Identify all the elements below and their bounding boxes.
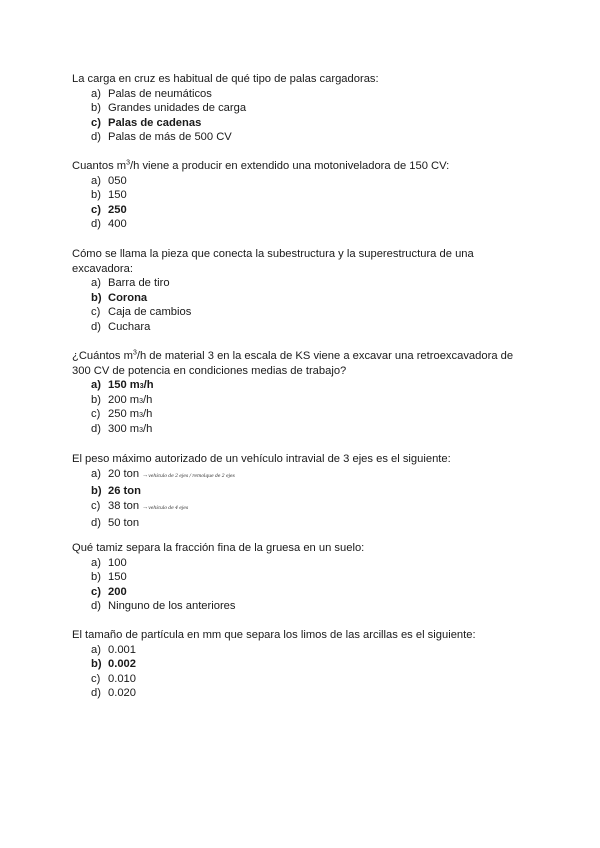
option-letter: d) [91, 517, 101, 530]
question-6 [72, 541, 532, 614]
option-text: 150 m [108, 379, 140, 392]
option-letter: a) [91, 379, 101, 392]
option-text: 0.001 [108, 643, 136, 656]
option-letter: b) [91, 291, 102, 304]
option-letter: c) [91, 499, 101, 512]
option-letter: c) [91, 408, 101, 421]
option-letter: a) [91, 277, 101, 290]
option-text: Cuchara [108, 320, 151, 333]
option-c [91, 305, 532, 320]
question-stem: La carga en cruz es habitual de qué tipo de palas cargadoras: [72, 73, 379, 85]
option-text: 0.010 [108, 672, 136, 685]
question-2 [72, 159, 532, 232]
option-letter: b) [91, 571, 101, 584]
question-7 [72, 628, 532, 701]
option-text: 250 [108, 203, 127, 216]
option-letter: d) [91, 131, 101, 144]
option-text: Palas de más de 500 CV [108, 131, 232, 144]
option-text: Corona [108, 291, 148, 304]
option-letter: c) [91, 585, 101, 598]
option-letter: c) [91, 116, 101, 129]
option-text: Grandes unidades de carga [108, 102, 247, 115]
option-text: 150 [108, 571, 127, 584]
option-list [72, 467, 532, 531]
stem-superscript: 3 [126, 159, 131, 167]
option-list [72, 378, 532, 436]
option-letter: a) [91, 643, 101, 656]
question-stem: Qué tamiz separa la fracción fina de la gruesa en un suelo: [72, 542, 365, 554]
handwritten-note: → vehículo de 4 ejes [143, 505, 189, 511]
option-d [91, 599, 532, 614]
option-letter: b) [91, 393, 101, 406]
option-text: /h [143, 393, 153, 406]
option-letter: b) [91, 102, 101, 115]
option-d [91, 320, 532, 335]
option-text: /h [143, 408, 153, 421]
stem-text: Cuantos m [72, 160, 127, 172]
option-c [91, 672, 532, 687]
question-4 [72, 349, 532, 437]
option-text: Barra de tiro [108, 277, 170, 290]
question-stem: El peso máximo autorizado de un vehículo intravial de 3 ejes es el siguiente: [72, 453, 451, 465]
option-list [72, 87, 532, 145]
option-a [91, 87, 532, 102]
option-a [91, 643, 532, 658]
option-b [91, 101, 532, 116]
question-stem: El tamaño de partícula en mm que separa los limos de las arcillas es el siguiente: [72, 629, 476, 641]
option-text: 0.020 [108, 687, 136, 700]
option-text: 200 [108, 585, 127, 598]
option-letter: a) [91, 174, 101, 187]
option-list [72, 556, 532, 614]
option-c: c) 250 m 3 /h [91, 408, 153, 421]
question-stem: Cómo se llama la pieza que conecta la subestructura y la superestructura de una excavadora: [72, 248, 474, 275]
option-text: 200 m [108, 393, 140, 406]
option-letter: c) [91, 203, 101, 216]
option-b-correct [91, 291, 532, 306]
option-letter: d) [91, 218, 101, 231]
option-letter: a) [91, 556, 101, 569]
option-letter: d) [91, 320, 101, 333]
option-a [91, 556, 532, 571]
question-1 [72, 72, 532, 145]
option-c-correct [91, 585, 532, 600]
option-letter: d) [91, 600, 101, 613]
stem-text: /h de material 3 en la escala de KS viene a excavar una retroexcavadora de 300 CV de potencia en condiciones medias de trabajo? [72, 350, 514, 377]
question-stem [72, 159, 532, 174]
option-a [91, 467, 532, 485]
option-b: b) 200 m 3 /h [91, 393, 153, 406]
option-d [91, 516, 532, 531]
option-text: 250 m [108, 408, 140, 421]
option-letter: d) [91, 422, 101, 435]
handwritten-note: → vehículo de 2 ejes / remolque de 2 ejes [143, 473, 235, 479]
option-letter: c) [91, 306, 101, 319]
option-letter: b) [91, 485, 102, 498]
option-list [72, 643, 532, 701]
option-text: Palas de neumáticos [108, 87, 212, 100]
option-letter: b) [91, 658, 102, 671]
option-d: d) 300 m 3 /h [91, 422, 153, 435]
option-letter: c) [91, 672, 101, 685]
option-text: Palas de cadenas [108, 116, 202, 129]
option-text: 400 [108, 218, 127, 231]
option-d [91, 217, 532, 232]
option-d [91, 130, 532, 145]
option-c [91, 499, 532, 517]
option-list [72, 276, 532, 334]
stem-text: ¿Cuántos m [72, 350, 133, 362]
option-b-correct [91, 484, 532, 499]
option-c-correct [91, 203, 532, 218]
option-letter: a) [91, 87, 101, 100]
option-text: 100 [108, 556, 127, 569]
option-letter: b) [91, 189, 101, 202]
option-text: /h [143, 422, 153, 435]
option-text: 38 ton [108, 499, 140, 512]
option-a [91, 276, 532, 291]
option-text: 26 ton [108, 485, 141, 498]
option-text: Ninguno de los anteriores [108, 600, 236, 613]
stem-superscript: 3 [132, 349, 137, 357]
option-c-correct [91, 116, 532, 131]
option-text: /h [143, 379, 154, 392]
option-text: 050 [108, 174, 127, 187]
option-a [91, 174, 532, 189]
option-text: 150 [108, 189, 127, 202]
question-stem [72, 349, 532, 378]
option-d [91, 686, 532, 701]
stem-text: /h viene a producir en extendido una motoniveladora de 150 CV: [130, 160, 450, 172]
option-b-correct [91, 657, 532, 672]
option-list [72, 174, 532, 232]
option-text: 20 ton [108, 467, 140, 480]
option-text: 50 ton [108, 517, 140, 530]
option-b [91, 570, 532, 585]
option-a-correct: a) 150 m 3 /h [91, 379, 154, 392]
option-text: Caja de cambios [108, 306, 192, 319]
option-letter: a) [91, 467, 101, 480]
question-3 [72, 247, 532, 335]
option-text: 0.002 [108, 658, 136, 671]
option-text: 300 m [108, 422, 140, 435]
option-letter: d) [91, 687, 101, 700]
question-5 [72, 452, 532, 531]
option-b [91, 188, 532, 203]
